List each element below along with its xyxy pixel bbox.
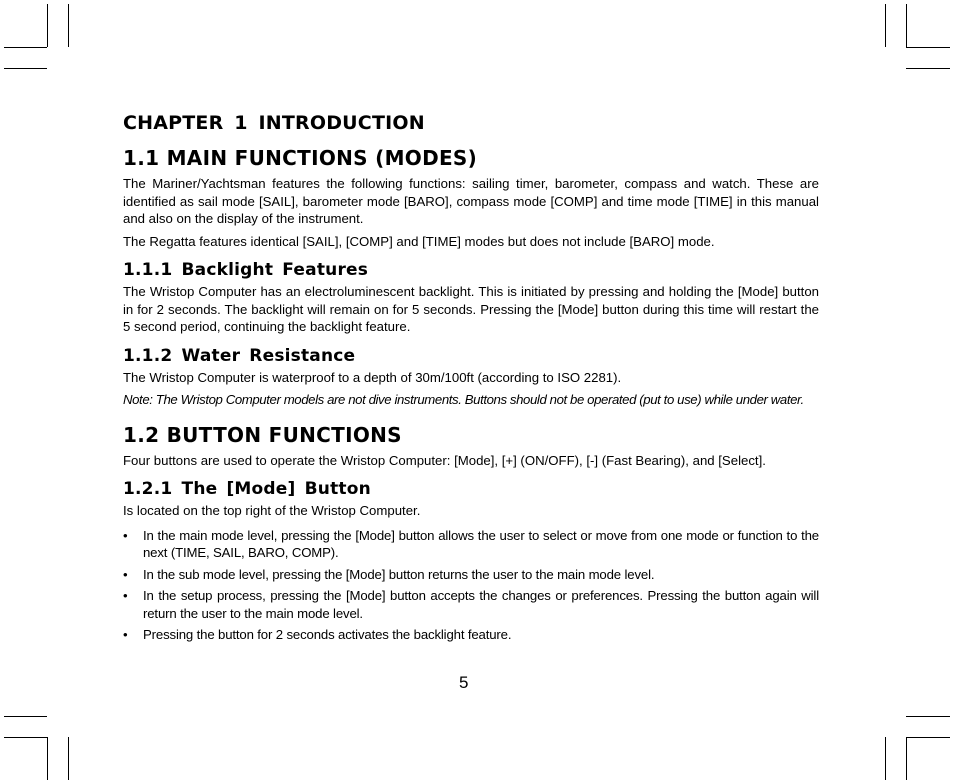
list-item-text: In the main mode level, pressing the [Mode] button allows the user to select or move from one mode or function to the next (TIME, SAIL, BARO, COMP). [143, 527, 819, 560]
paragraph-button-functions: Four buttons are used to operate the Wristop Computer: [Mode], [+] (ON/OFF), [-] (Fast Bearing), and [Select]. [123, 452, 766, 468]
crop-mark [906, 737, 950, 738]
crop-mark [68, 737, 69, 780]
crop-mark [47, 737, 48, 780]
crop-mark [906, 716, 950, 717]
list-item-text: In the sub mode level, pressing the [Mode] button returns the user to the main mode level. [143, 566, 655, 582]
crop-mark [885, 737, 886, 780]
crop-mark [906, 68, 950, 69]
crop-mark [4, 68, 47, 69]
mode-button-bullet-list [123, 527, 819, 644]
page-content [123, 112, 819, 648]
paragraph-mode-button-location: Is located on the top right of the Wristop Computer. [123, 503, 421, 518]
crop-mark [906, 737, 907, 780]
section-heading-main-functions: 1.1 MAIN FUNCTIONS (MODES) [123, 146, 478, 170]
crop-mark [906, 47, 950, 48]
bullet-marker: • [123, 627, 128, 642]
list-item-text: In the setup process, pressing the [Mode] button accepts the changes or preferences. Pressing the button again will return the user to the main mode level. [143, 588, 819, 621]
paragraph-main-functions: The Mariner/Yachtsman features the following functions: sailing timer, barometer, compass and watch. These are identified as sail mode [SAIL], barometer mode [BARO], compass mode [COMP] and time mode [TIME] in this manual and also on the display of the instrument. [123, 176, 819, 226]
list-item-text: Pressing the button for 2 seconds activates the backlight feature. [143, 627, 512, 642]
paragraph-regatta: The Regatta features identical [SAIL], [COMP] and [TIME] modes but does not include [BARO] mode. [123, 233, 715, 249]
list-item [123, 587, 819, 622]
section-heading-mode-button: 1.2.1 The [Mode] Button [123, 479, 371, 499]
crop-mark [68, 4, 69, 47]
crop-mark [4, 47, 47, 48]
note-dive-instruments: Note: The Wristop Computer models are not dive instruments. Buttons should not be operated (put to use) while under water. [123, 392, 804, 407]
bullet-marker: • [123, 566, 128, 582]
list-item [123, 527, 819, 562]
section-heading-button-functions: 1.2 BUTTON FUNCTIONS [123, 422, 402, 447]
bullet-marker: • [123, 588, 128, 603]
page-number: 5 [459, 673, 469, 692]
section-heading-backlight: 1.1.1 Backlight Features [123, 260, 369, 280]
crop-mark [47, 4, 48, 47]
list-item [123, 626, 819, 644]
crop-mark [4, 716, 47, 717]
list-item [123, 566, 819, 584]
paragraph-water-resistance: The Wristop Computer is waterproof to a depth of 30m/100ft (according to ISO 2281). [123, 369, 622, 385]
crop-mark [885, 4, 886, 47]
crop-mark [906, 4, 907, 47]
section-heading-water-resistance: 1.1.2 Water Resistance [123, 345, 356, 366]
chapter-title: CHAPTER 1 INTRODUCTION [123, 112, 425, 134]
bullet-marker: • [123, 527, 128, 543]
paragraph-backlight: The Wristop Computer has an electroluminescent backlight. This is initiated by pressing and holding the [Mode] button in for 2 seconds. The backlight will remain on for 5 seconds. Pressing the [Mode] button during this time will restart the 5 second period, continuing the backlight feature. [123, 284, 819, 334]
crop-mark [4, 737, 47, 738]
